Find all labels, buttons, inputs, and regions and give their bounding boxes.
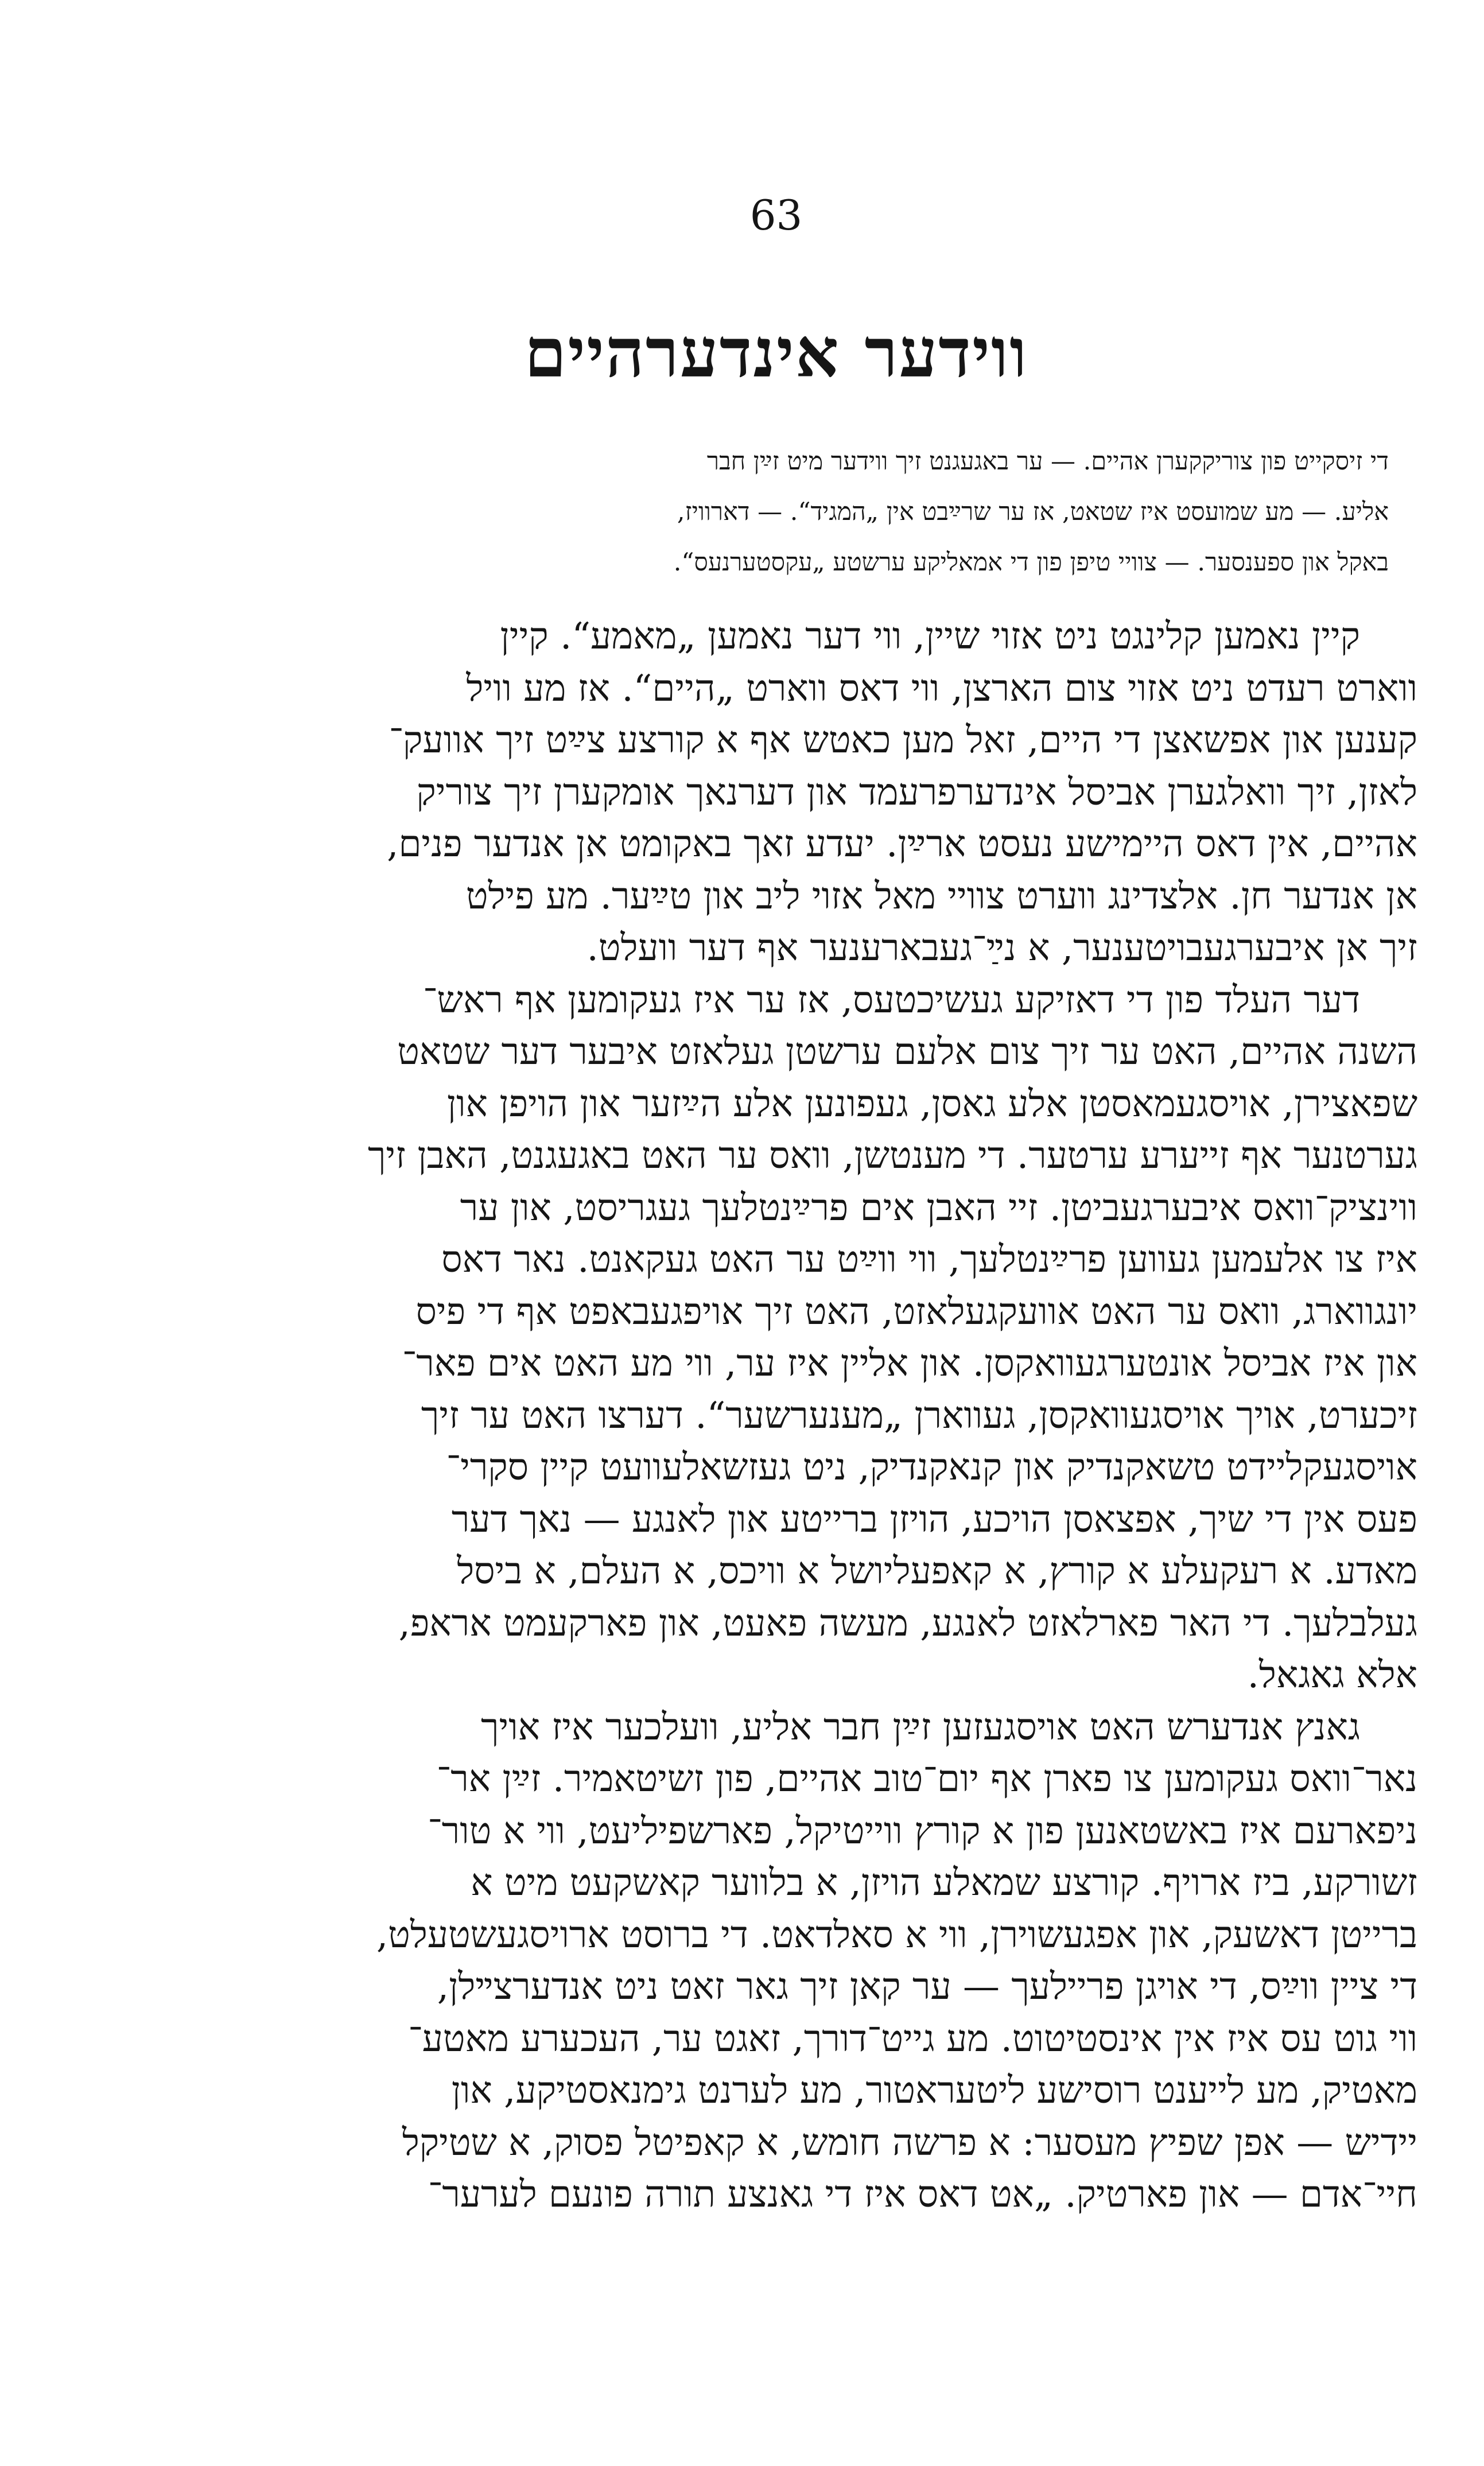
text-line: איז צו אלעמען געווען פרײַנטלעך, ווי ווײַט ער האט געקאנט. נאר דאס bbox=[441, 1238, 1417, 1281]
text-line: יונגווארג, וואס ער האט אוועקגעלאזט, האט זיך אויפגעבאפט אף די פיס bbox=[415, 1290, 1417, 1333]
text-line: קענען און אפשאצן די היים, זאל מען כאטש אף א קורצע צײַט זיך אוועק־ bbox=[389, 719, 1417, 762]
paragraph-1 bbox=[135, 611, 1417, 974]
text-line: זיך אן איבערגעבויטענער, א נײַ־געבארענער אף דער וועלט. bbox=[586, 927, 1417, 969]
text-line: אויסגעקליידט טשאקנדיק און קנאקנדיק, ניט געזשאלעוועט קיין סקרי־ bbox=[446, 1446, 1417, 1489]
text-line: אלא גאגאל. bbox=[1247, 1654, 1417, 1696]
text-line: און איז אביסל אונטערגעוואקסן. און אליין איז ער, ווי מע האט אים פאר־ bbox=[402, 1342, 1417, 1385]
text-line: זיכערט, אויך אויסגעוואקסן, געווארן „מענערשער“. דערצו האט ער זיך bbox=[421, 1394, 1417, 1437]
text-line: זשורקע, ביז ארויף. קורצע שמאלע הויזן, א בלווער קאשקעט מיט א bbox=[471, 1862, 1417, 1904]
page-number: 63 bbox=[749, 191, 803, 239]
text-line: די ציין ווײַס, די אויגן פריילעך — ער קאן זיך גאר זאט ניט אנדערצײלן, bbox=[437, 1966, 1417, 2008]
synopsis-line: אליע. — מע שמועסט איז שטאט, אז ער שרײַבט אין „המגיד“. — דארוויז, bbox=[677, 498, 1389, 526]
chapter-synopsis bbox=[146, 436, 1389, 588]
text-line: ווי גוט עס איז אין אינסטיטוט. מע גייט־דורך, זאגט ער, העכערע מאטע־ bbox=[408, 2017, 1417, 2060]
text-line: יידיש — אפן שפיץ מעסער: א פרשה חומש, א קאפיטל פסוק, א שטיקל bbox=[402, 2121, 1417, 2164]
text-line: אן אנדער חן. אלצדינג ווערט צוויי מאל אזוי ליב און טײַער. מע פילט bbox=[465, 875, 1417, 918]
text-line: חיי־אדם — און פארטיק. „אט דאס איז די גאנצע תורה פונעם לערער־ bbox=[428, 2173, 1417, 2216]
paragraph-3 bbox=[135, 1702, 1417, 2221]
synopsis-line: די זיסקייט פון צוריקקערן אהיים. — ער באגעגנט זיך ווידער מיט זײַן חבר bbox=[706, 447, 1389, 476]
text-line: אהיים, אין דאס היימישע נעסט ארײַן. יעדע זאך באקומט אן אנדער פנים, bbox=[387, 823, 1417, 865]
paragraph-2 bbox=[135, 974, 1417, 1702]
synopsis-line: באקל און ספענסער. — צוויי טיפן פון די אמאליקע ערשטע „עקסטערנעס“. bbox=[673, 548, 1389, 577]
text-line: ווינציק־וואס איבערגעביטן. זיי האבן אים פרײַנטלעך געגריסט, און ער bbox=[460, 1186, 1417, 1229]
text-line: ניפארעם איז באשטאנען פון א קורץ ווייטיקל, פארשפיליעט, ווי א טור־ bbox=[428, 1809, 1417, 1853]
text-line: געלבלעך. די האר פארלאזט לאנגע, מעשה פאעט, און פארקעמט אראפ, bbox=[398, 1602, 1417, 1645]
text-line: שפאצירן, אויסגעמאסטן אלע גאסן, געפונען אלע הײַזער און הויפן און bbox=[446, 1082, 1417, 1125]
text-line: נאר־וואס געקומען צו פארן אף יום־טוב אהיים, פון זשיטאמיר. זײַן אר־ bbox=[436, 1758, 1417, 1800]
text-line: מאטיק, מע לייענט רוסישע ליטעראטור, מע לערנט גימנאסטיקע, און bbox=[451, 2069, 1417, 2112]
text-line: גערטנער אף זייערע ערטער. די מענטשן, וואס ער האט באגעגנט, האבן זיך bbox=[367, 1135, 1417, 1177]
book-page bbox=[135, 189, 1417, 2221]
text-line: ווארט רעדט ניט אזוי צום הארצן, ווי דאס ווארט „היים“. אז מע וויל bbox=[466, 667, 1417, 710]
text-line: ברייטן דאשעק, און אפגעשוירן, ווי א סאלדאט. די ברוסט ארויסגעשטעלט, bbox=[376, 1913, 1417, 1956]
text-line: השנה אהיים, האט ער זיך צום אלעם ערשטן געלאזט איבער דער שטאט bbox=[397, 1031, 1417, 1073]
chapter-title: ווידער אינדערהיים bbox=[524, 313, 1028, 393]
text-line: גאנץ אנדערש האט אויסגעזען זײַן חבר אליע, וועלכער איז אויך bbox=[481, 1706, 1360, 1749]
text-line: לאזן, זיך וואלגערן אביסל אינדערפרעמד און דערנאך אומקערן זיך צוריק bbox=[416, 771, 1417, 814]
text-line: דער העלד פון די דאזיקע געשיכטעס, אז ער איז געקומען אף ראש־ bbox=[423, 978, 1360, 1022]
text-line: מאדע. א רעקעלע א קורץ, א קאפעליושל א וויכס, א העלם, א ביסל bbox=[457, 1550, 1417, 1593]
text-line: קיין נאמען קלינגט ניט אזוי שיין, ווי דער נאמען „מאמע“. קיין bbox=[500, 615, 1360, 658]
text-line: פעס אין די שיך, אפצאסן הויכע, הויזן ברייטע און לאנגע — נאך דער bbox=[451, 1498, 1417, 1541]
